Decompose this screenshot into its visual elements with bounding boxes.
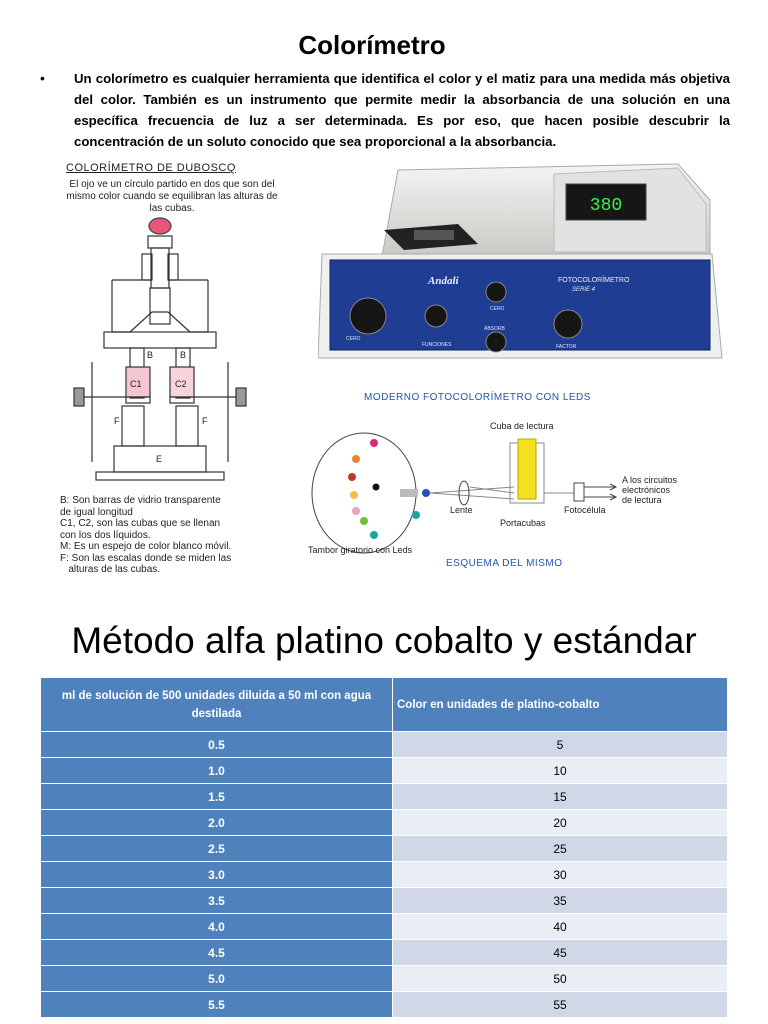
zero-knob[interactable] xyxy=(486,282,506,302)
knob-label: CERO xyxy=(490,306,505,312)
knob-label: FACTOR xyxy=(556,344,577,350)
table-row xyxy=(41,966,728,992)
cell-color: 35 xyxy=(393,888,728,914)
brand-text: Andali xyxy=(428,275,459,287)
label-f-right: F xyxy=(202,416,208,426)
table-row xyxy=(41,836,728,862)
knob-label: FUNCIONES xyxy=(422,342,452,348)
display-readout: 380 xyxy=(589,196,623,216)
label-e: E xyxy=(156,454,163,464)
led-dot xyxy=(352,507,360,515)
label-circuitos: A los circuitos electrónicos de lectura xyxy=(622,475,678,505)
bullet-paragraph xyxy=(40,68,730,152)
led-dot xyxy=(352,455,360,463)
bullet-text: Un colorímetro es cualquier herramienta que identifica el color y el matiz para una medida más objetiva del color. También es un instrumento que permite medir la absorbancia de una solución en una específica frecuencia de luz a ser determinada. Es por eso, que hacen posible descubrir la concentración de un soluto conocido que sea proporcional a la absorbancia. xyxy=(74,71,730,149)
cell-ml: 1.0 xyxy=(41,758,393,784)
table-header-row xyxy=(41,678,728,732)
cell-ml: 1.5 xyxy=(41,784,393,810)
table-row xyxy=(41,992,728,1018)
label-lente: Lente xyxy=(450,505,473,515)
legend-line: F: Son las escalas donde se miden las xyxy=(60,552,232,564)
bullet-marker: • xyxy=(40,70,45,86)
cell-color: 25 xyxy=(393,836,728,862)
table-row xyxy=(41,940,728,966)
cell-color: 30 xyxy=(393,862,728,888)
cell-ml: 3.5 xyxy=(41,888,393,914)
duboscq-title: COLORÍMETRO DE DUBOSCQ xyxy=(66,162,236,174)
label-c1: C1 xyxy=(130,379,142,389)
label-portacubas: Portacubas xyxy=(500,518,546,528)
led-dot xyxy=(412,511,420,519)
cell-ml: 4.0 xyxy=(41,914,393,940)
legend-line: B: Son barras de vidrio transparente xyxy=(60,495,221,506)
header-col-dilution: ml de solución de 500 unidades diluida a 50 ml con agua destilada xyxy=(41,678,393,732)
functions-knob[interactable] xyxy=(425,305,447,327)
label-f-left: F xyxy=(114,416,120,426)
header-col-color: Color en unidades de platino-cobalto xyxy=(393,678,728,732)
legend-line: M: Es un espejo de color blanco móvil. xyxy=(60,541,232,552)
panel-series: SERIE 4 xyxy=(572,287,596,293)
duboscq-description: El ojo ve un círculo partido en dos que son del mismo color cuando se equilibran las alturas de las cubas. xyxy=(66,179,278,214)
cell-ml: 0.5 xyxy=(41,732,393,758)
table-row xyxy=(41,732,728,758)
cell-ml: 3.0 xyxy=(41,862,393,888)
page-title: Colorímetro xyxy=(298,30,446,60)
optical-scheme xyxy=(304,415,724,575)
legend-line: con los dos líquidos. xyxy=(60,529,151,541)
scheme-caption: ESQUEMA DEL MISMO xyxy=(446,558,563,569)
duboscq-diagram xyxy=(52,162,292,575)
cell-color: 50 xyxy=(393,966,728,992)
table-row xyxy=(41,784,728,810)
led-dot xyxy=(373,484,380,491)
table-row xyxy=(41,758,728,784)
duboscq-drawing xyxy=(52,162,292,492)
led-dot xyxy=(422,489,430,497)
cell-ml: 5.5 xyxy=(41,992,393,1018)
cell-ml: 5.0 xyxy=(41,966,393,992)
wavelength-knob[interactable] xyxy=(350,298,386,334)
led-dot xyxy=(348,473,356,481)
cell-color: 5 xyxy=(393,732,728,758)
legend-line: alturas de las cubas. xyxy=(60,564,161,575)
cell-color: 40 xyxy=(393,914,728,940)
cell-color: 45 xyxy=(393,940,728,966)
label-fotocelula: Fotocélula xyxy=(564,505,606,515)
cell-color: 15 xyxy=(393,784,728,810)
knob-label: ABSORB xyxy=(484,326,505,332)
label-cuba: Cuba de lectura xyxy=(490,421,554,431)
knob-label: CERO xyxy=(346,336,361,342)
label-b-left: B xyxy=(147,350,154,360)
device-caption: MODERNO FOTOCOLORÍMETRO CON LEDS xyxy=(364,392,591,403)
table-row xyxy=(41,888,728,914)
duboscq-legend xyxy=(60,495,290,576)
cell-color: 20 xyxy=(393,810,728,836)
factor-knob[interactable] xyxy=(554,310,582,338)
table-row xyxy=(41,810,728,836)
panel-title: FOTOCOLORÍMETRO xyxy=(558,277,630,284)
label-b-right: B xyxy=(180,350,187,360)
label-c2: C2 xyxy=(175,379,187,389)
cell-ml: 4.5 xyxy=(41,940,393,966)
led-dot xyxy=(350,491,358,499)
photocolorimeter-drawing xyxy=(318,160,724,390)
cell-ml: 2.5 xyxy=(41,836,393,862)
cell-ml: 2.0 xyxy=(41,810,393,836)
legend-line: de igual longitud xyxy=(60,506,133,518)
legend-line: C1, C2, son las cubas que se llenan xyxy=(60,518,221,529)
table-row xyxy=(41,862,728,888)
table-row xyxy=(41,914,728,940)
led-dot xyxy=(370,531,378,539)
led-dot xyxy=(370,439,378,447)
cell-color: 55 xyxy=(393,992,728,1018)
photocolorimeter-image xyxy=(318,160,724,390)
cell-color: 10 xyxy=(393,758,728,784)
label-tambor: Tambor giratorio con Leds xyxy=(308,545,413,555)
standards-table xyxy=(40,677,728,1018)
section-title: Método alfa platino cobalto y estándar xyxy=(71,620,697,661)
led-dot xyxy=(360,517,368,525)
absorb-knob[interactable] xyxy=(486,332,506,352)
